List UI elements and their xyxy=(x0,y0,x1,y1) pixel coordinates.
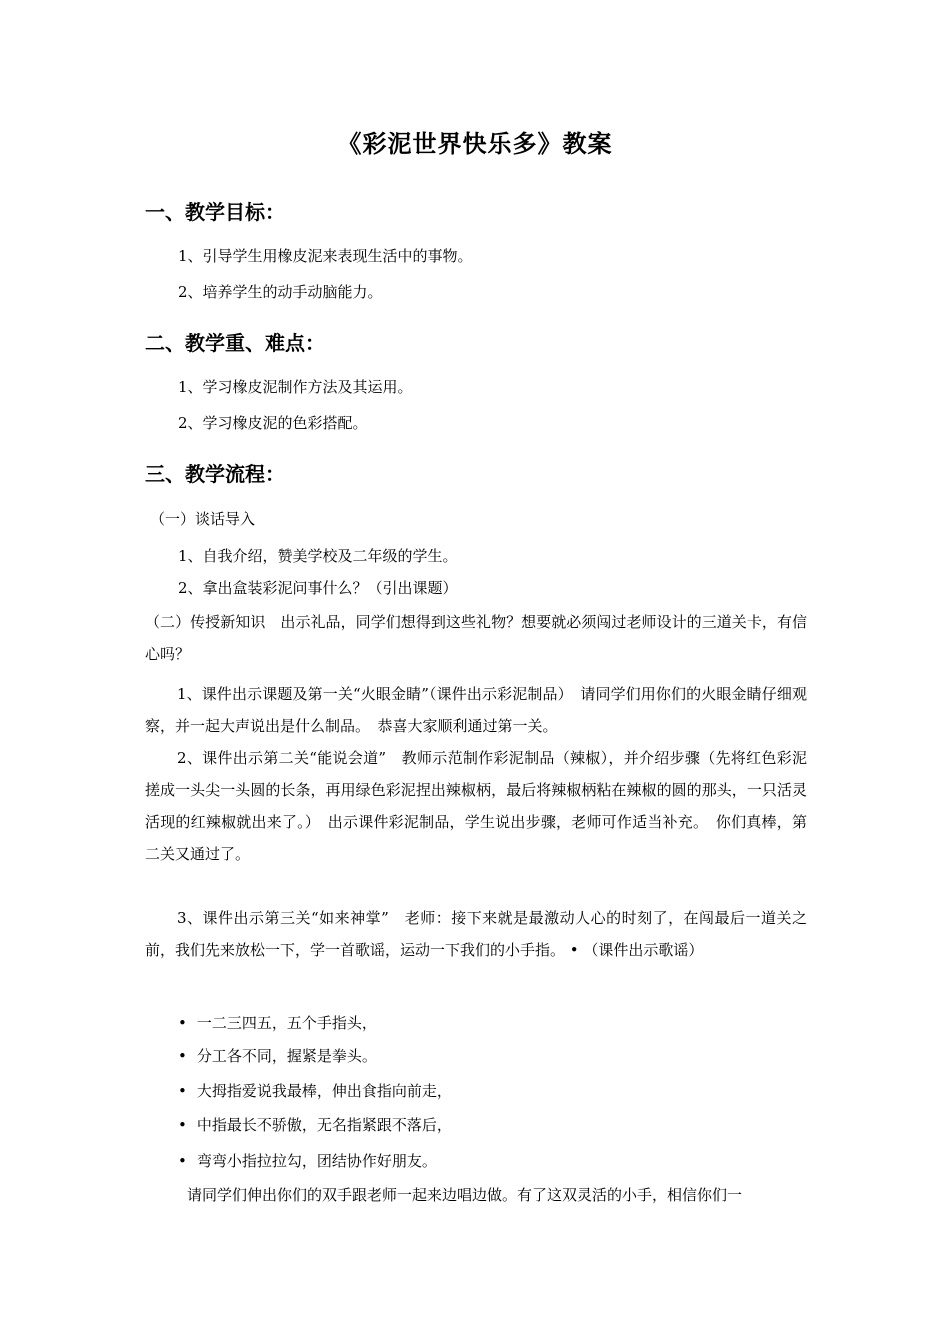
bullet-icon: • xyxy=(178,1047,187,1065)
objective-item: 2、培养学生的动手动脑能力。 xyxy=(178,283,383,301)
bullet-icon: • xyxy=(178,1014,187,1032)
bullet-icon: • xyxy=(178,1116,187,1134)
flow-step-2: 2、课件出示第二关“能说会道” 教师示范制作彩泥制品（辣椒），并介绍步骤（先将红色彩泥搓成一头尖一头圆的长条，再用绿色彩泥捏出辣椒柄，最后将辣椒柄粘在辣椒的圆的那头，一只活灵活现的红辣椒就出来了。） 出示课件彩泥制品，学生说出步骤，老师可作适当补充。 你们真棒，第二关又通过了。 xyxy=(145,749,807,863)
song-line: • 一二三四五，五个手指头， xyxy=(178,1014,377,1032)
bullet-icon: • xyxy=(178,1152,187,1170)
song-line: • 分工各不同，握紧是拳头。 xyxy=(178,1047,377,1065)
flow-step-3: 3、课件出示第三关“如来神掌” 老师：接下来就是最激动人心的时刻了，在闯最后一道关之前，我们先来放松一下，学一首歌谣，运动一下我们的小手指。 • （课件出示歌谣） xyxy=(145,909,807,959)
objective-item: 1、引导学生用橡皮泥来表现生活中的事物。 xyxy=(178,247,473,265)
song-line: • 大拇指爱说我最棒，伸出食指向前走， xyxy=(178,1082,452,1100)
section-heading-key-points: 二、教学重、难点： xyxy=(145,331,325,355)
key-point-item: 2、学习橡皮泥的色彩搭配。 xyxy=(178,414,368,432)
song-line: • 弯弯小指拉拉勾，团结协作好朋友。 xyxy=(178,1152,437,1170)
closing-paragraph: 请同学们伸出你们的双手跟老师一起来边唱边做。有了这双灵活的小手，相信你们一 xyxy=(187,1186,743,1204)
song-line: • 中指最长不骄傲，无名指紧跟不落后， xyxy=(178,1116,452,1134)
bullet-icon: • xyxy=(178,1082,187,1100)
document-title: 《彩泥世界快乐多》教案 xyxy=(337,129,613,158)
flow-part-label: （一）谈话导入 xyxy=(150,510,256,528)
flow-item: 1、自我介绍，赞美学校及二年级的学生。 xyxy=(178,547,458,565)
section-heading-process: 三、教学流程： xyxy=(145,462,285,486)
flow-item: 2、拿出盒装彩泥问事什么？（引出课题） xyxy=(178,579,458,597)
key-point-item: 1、学习橡皮泥制作方法及其运用。 xyxy=(178,378,413,396)
flow-step-1: 1、课件出示课题及第一关“火眼金睛”（课件出示彩泥制品） 请同学们用你们的火眼金睛仔细观察，并一起大声说出是什么制品。 恭喜大家顺利通过第一关。 xyxy=(145,685,807,735)
section-heading-objectives: 一、教学目标： xyxy=(145,200,285,224)
flow-part-new-knowledge: （二）传授新知识 出示礼品，同学们想得到这些礼物？想要就必须闯过老师设计的三道关卡，有信心吗？ xyxy=(145,613,807,663)
